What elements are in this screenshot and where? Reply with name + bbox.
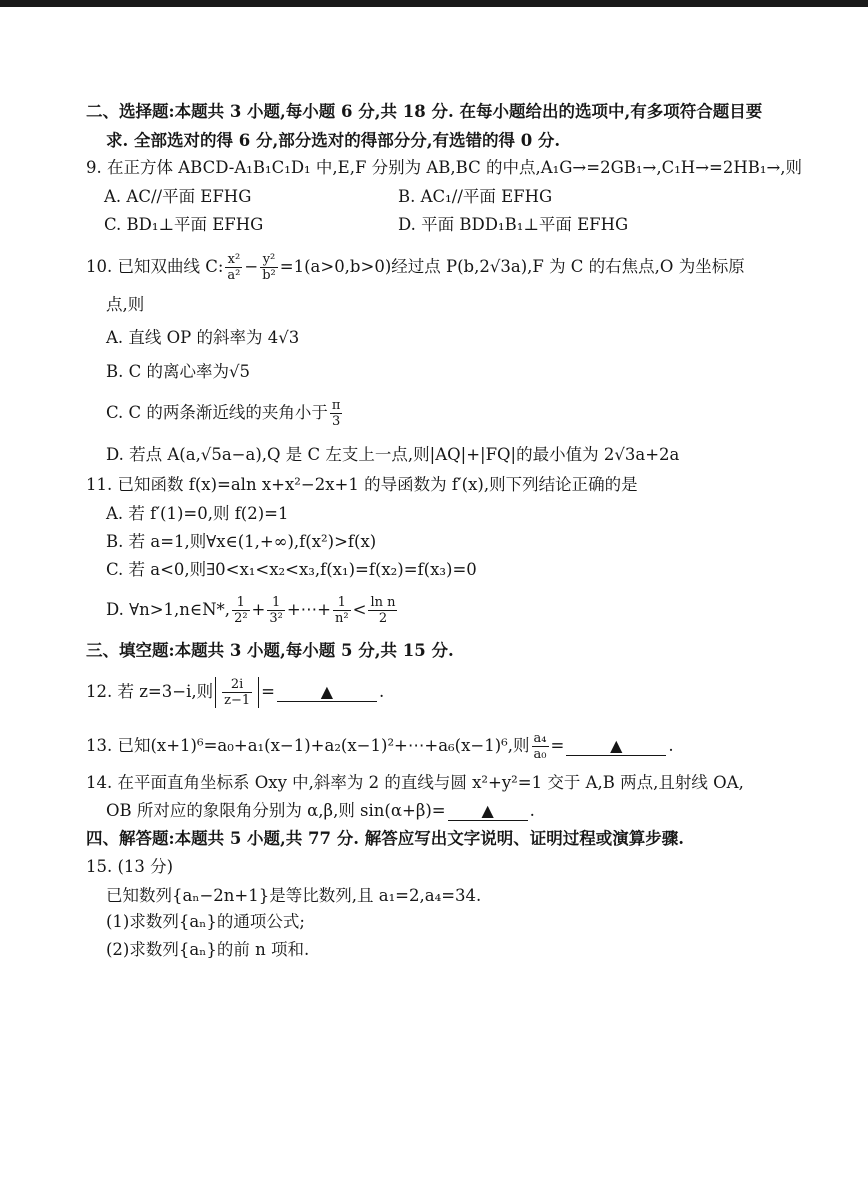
q11-d-f1-num: 1 [232, 595, 249, 611]
q12-end: . [378, 682, 385, 701]
q9-stem: 9. 在正方体 ABCD-A₁B₁C₁D₁ 中,E,F 分别为 AB,BC 的中点,A₁G→=2GB₁→,C₁H→=2HB₁→,则 [86, 158, 803, 177]
q11-d-f4-den: 2 [378, 611, 388, 626]
q15-header: 15. (13 分) [86, 857, 174, 876]
q10-c-den: 3 [332, 414, 341, 429]
q14-answer-blank [448, 802, 528, 821]
q11-d-f3-den: n² [335, 611, 349, 626]
q13-num: a₄ [533, 731, 547, 746]
q12-answer-blank [277, 683, 377, 702]
q11-d-start: D. ∀n>1,n∈N*, [106, 600, 231, 619]
q13-stem [86, 731, 674, 762]
q12-absolute-value [215, 677, 259, 708]
q13-fraction [532, 731, 549, 762]
section4-heading: 四、解答题:本题共 5 小题,共 77 分. 解答应写出文字说明、证明过程或演算步骤. [86, 829, 684, 848]
q12-den: z−1 [224, 693, 251, 708]
q14-stem-line2 [106, 800, 535, 822]
q13-start: 13. 已知(x+1)⁶=a₀+a₁(x−1)+a₂(x−1)²+⋯+a₆(x−1)⁶,则 [86, 736, 530, 755]
q10-stem [86, 252, 745, 283]
q10-option-c-fraction [330, 398, 343, 429]
q13-end: . [668, 736, 674, 755]
q11-option-d [106, 595, 399, 626]
q15-stem: 已知数列{aₙ−2n+1}是等比数列,且 a₁=2,a₄=34. [106, 886, 482, 905]
q10-stem-end: =1(a>0,b>0)经过点 P(b,2√3a),F 为 C 的右焦点,O 为坐标原 [279, 257, 745, 276]
q12-fraction [222, 677, 252, 708]
q10-frac1-num: x² [225, 252, 242, 268]
q10-fraction-y [260, 252, 278, 283]
q13-den: a₀ [533, 747, 547, 762]
q10-option-d: D. 若点 A(a,√5a−a),Q 是 C 左支上一点,则|AQ|+|FQ|的最小值为 2√3a+2a [106, 445, 680, 464]
q12-stem [86, 677, 384, 708]
q14-line2-start: OB 所对应的象限角分别为 α,β,则 sin(α+β)= [106, 801, 446, 820]
q11-d-frac1 [232, 595, 249, 626]
q12-num: 2i [222, 677, 252, 693]
q9-option-d: D. 平面 BDD₁B₁⊥平面 EFHG [398, 215, 629, 234]
q11-d-f2-num: 1 [267, 595, 284, 611]
q10-c-num: π [331, 398, 341, 413]
q14-stem-line1: 14. 在平面直角坐标系 Oxy 中,斜率为 2 的直线与圆 x²+y²=1 交于 A,B 两点,且射线 OA, [86, 773, 744, 792]
q11-option-b: B. 若 a=1,则∀x∈(1,+∞),f(x²)>f(x) [106, 532, 377, 551]
q10-frac1-den: a² [227, 268, 241, 283]
q15-part2: (2)求数列{aₙ}的前 n 项和. [106, 940, 310, 959]
q10-stem-line2: 点,则 [106, 295, 145, 314]
q11-d-frac4 [368, 595, 397, 626]
q11-d-plus2: +⋯+ [286, 600, 332, 619]
q9-option-a: A. AC//平面 EFHG [104, 187, 252, 206]
q14-end: . [529, 801, 535, 820]
q11-d-f1-den: 2² [234, 611, 248, 626]
q11-d-plus1: + [251, 600, 266, 619]
q11-option-c: C. 若 a<0,则∃0<x₁<x₂<x₃,f(x₁)=f(x₂)=f(x₃)=0 [106, 560, 477, 579]
q11-d-frac3 [333, 595, 351, 626]
q15-part1: (1)求数列{aₙ}的通项公式; [106, 912, 305, 931]
section2-heading-line2: 求. 全部选对的得 6 分,部分选对的得部分分,有选错的得 0 分. [106, 131, 561, 150]
q11-d-f3-num: 1 [333, 595, 351, 611]
q12-eq: = [261, 682, 275, 701]
q10-stem-start: 10. 已知双曲线 C: [86, 257, 224, 276]
q10-option-c [106, 398, 344, 429]
triangle-icon: ▲ [481, 801, 494, 820]
q11-stem: 11. 已知函数 f(x)=aln x+x²−2x+1 的导函数为 f′(x),则下列结论正确的是 [86, 475, 638, 494]
q10-option-c-text: C. C 的两条渐近线的夹角小于 [106, 403, 328, 422]
triangle-icon: ▲ [610, 736, 623, 755]
q11-d-lt: < [352, 600, 367, 619]
q13-eq: = [550, 736, 565, 755]
scan-top-border [0, 0, 868, 7]
q10-minus: − [244, 257, 259, 276]
q13-answer-blank [566, 737, 666, 756]
q9-option-c: C. BD₁⊥平面 EFHG [104, 215, 264, 234]
q12-start: 12. 若 z=3−i,则 [86, 682, 214, 701]
section2-heading-line1: 二、选择题:本题共 3 小题,每小题 6 分,共 18 分. 在每小题给出的选项中,有多项符合题目要 [86, 102, 763, 121]
q11-d-f2-den: 3² [269, 611, 283, 626]
q10-frac2-den: b² [262, 268, 276, 283]
q10-option-a: A. 直线 OP 的斜率为 4√3 [106, 328, 300, 347]
q10-frac2-num: y² [260, 252, 278, 268]
q9-option-b: B. AC₁//平面 EFHG [398, 187, 553, 206]
q11-option-a: A. 若 f′(1)=0,则 f(2)=1 [106, 504, 289, 523]
q10-fraction-x [225, 252, 242, 283]
section3-heading: 三、填空题:本题共 3 小题,每小题 5 分,共 15 分. [86, 641, 454, 660]
triangle-icon: ▲ [320, 682, 334, 701]
q10-option-b: B. C 的离心率为√5 [106, 362, 250, 381]
q11-d-frac2 [267, 595, 284, 626]
q11-d-f4-num: ln n [370, 595, 396, 610]
